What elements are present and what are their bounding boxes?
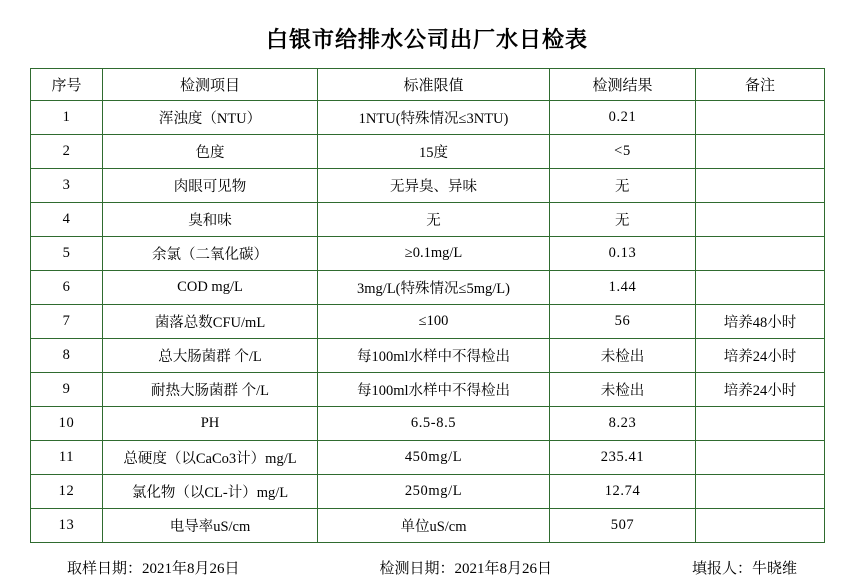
cell-limit: 无异臭、异味 (318, 169, 550, 203)
cell-remark: 培养24小时 (696, 339, 825, 373)
cell-remark (696, 407, 825, 441)
cell-result: 1.44 (550, 271, 696, 305)
table-row (31, 169, 825, 203)
table-row (31, 305, 825, 339)
cell-no: 8 (31, 339, 103, 373)
table-row (31, 203, 825, 237)
cell-item: 电导率uS/cm (103, 509, 318, 543)
cell-result: 无 (550, 203, 696, 237)
cell-remark (696, 101, 825, 135)
cell-result: 未检出 (550, 339, 696, 373)
table-row (31, 101, 825, 135)
cell-limit: ≤100 (318, 305, 550, 339)
sampling-date: 取样日期：2021年8月26日 (67, 561, 240, 577)
cell-result: 235.41 (550, 441, 696, 475)
table-header-row (31, 69, 825, 101)
cell-no: 12 (31, 475, 103, 509)
cell-limit: 无 (318, 203, 550, 237)
cell-result: 无 (550, 169, 696, 203)
table-row (31, 339, 825, 373)
cell-no: 3 (31, 169, 103, 203)
cell-limit: 1NTU(特殊情况≤3NTU) (318, 101, 550, 135)
cell-no: 9 (31, 373, 103, 407)
cell-limit: 6.5-8.5 (318, 407, 550, 441)
cell-limit: ≥0.1mg/L (318, 237, 550, 271)
water-quality-table (30, 68, 825, 543)
cell-limit: 单位uS/cm (318, 509, 550, 543)
page-title: 白银市给排水公司出厂水日检表 (265, 27, 588, 52)
cell-result: 未检出 (550, 373, 696, 407)
cell-no: 2 (31, 135, 103, 169)
cell-item: 菌落总数CFU/mL (103, 305, 318, 339)
cell-item: 耐热大肠菌群 个/L (103, 373, 318, 407)
reporter-name: 填报人：牛晓维 (691, 561, 797, 577)
column-header-result: 检测结果 (550, 69, 696, 101)
table-row (31, 373, 825, 407)
cell-result: <5 (550, 135, 696, 169)
cell-item: 浑浊度（NTU） (103, 101, 318, 135)
cell-item: PH (103, 407, 318, 441)
column-header-remark: 备注 (696, 69, 825, 101)
cell-remark (696, 475, 825, 509)
cell-remark (696, 441, 825, 475)
footer (47, 543, 807, 578)
column-header-item: 检测项目 (103, 69, 318, 101)
cell-item: 色度 (103, 135, 318, 169)
cell-remark (696, 237, 825, 271)
cell-no: 1 (31, 101, 103, 135)
column-header-limit: 标准限值 (318, 69, 550, 101)
testing-date: 检测日期：2021年8月26日 (379, 561, 552, 577)
table-row (31, 135, 825, 169)
cell-item: 氯化物（以CL-计）mg/L (103, 475, 318, 509)
column-header-no: 序号 (31, 69, 103, 101)
cell-no: 4 (31, 203, 103, 237)
cell-remark: 培养48小时 (696, 305, 825, 339)
cell-remark: 培养24小时 (696, 373, 825, 407)
table-row (31, 441, 825, 475)
cell-limit: 每100ml水样中不得检出 (318, 373, 550, 407)
cell-item: 余氯（二氧化碳） (103, 237, 318, 271)
cell-limit: 450mg/L (318, 441, 550, 475)
table-row (31, 271, 825, 305)
cell-item: 臭和味 (103, 203, 318, 237)
table-row (31, 475, 825, 509)
cell-result: 0.21 (550, 101, 696, 135)
cell-remark (696, 135, 825, 169)
cell-item: 总大肠菌群 个/L (103, 339, 318, 373)
cell-item: COD mg/L (103, 271, 318, 305)
cell-item: 总硬度（以CaCo3计）mg/L (103, 441, 318, 475)
table-row (31, 237, 825, 271)
cell-remark (696, 509, 825, 543)
cell-remark (696, 203, 825, 237)
table-row (31, 407, 825, 441)
cell-no: 13 (31, 509, 103, 543)
cell-no: 6 (31, 271, 103, 305)
cell-no: 7 (31, 305, 103, 339)
cell-remark (696, 169, 825, 203)
cell-no: 10 (31, 407, 103, 441)
cell-item: 肉眼可见物 (103, 169, 318, 203)
cell-limit: 每100ml水样中不得检出 (318, 339, 550, 373)
cell-remark (696, 271, 825, 305)
table-row (31, 509, 825, 543)
cell-result: 8.23 (550, 407, 696, 441)
cell-result: 56 (550, 305, 696, 339)
cell-no: 11 (31, 441, 103, 475)
cell-limit: 3mg/L(特殊情况≤5mg/L) (318, 271, 550, 305)
table-container (0, 68, 854, 543)
cell-limit: 15度 (318, 135, 550, 169)
cell-result: 507 (550, 509, 696, 543)
cell-no: 5 (31, 237, 103, 271)
cell-result: 12.74 (550, 475, 696, 509)
cell-limit: 250mg/L (318, 475, 550, 509)
cell-result: 0.13 (550, 237, 696, 271)
